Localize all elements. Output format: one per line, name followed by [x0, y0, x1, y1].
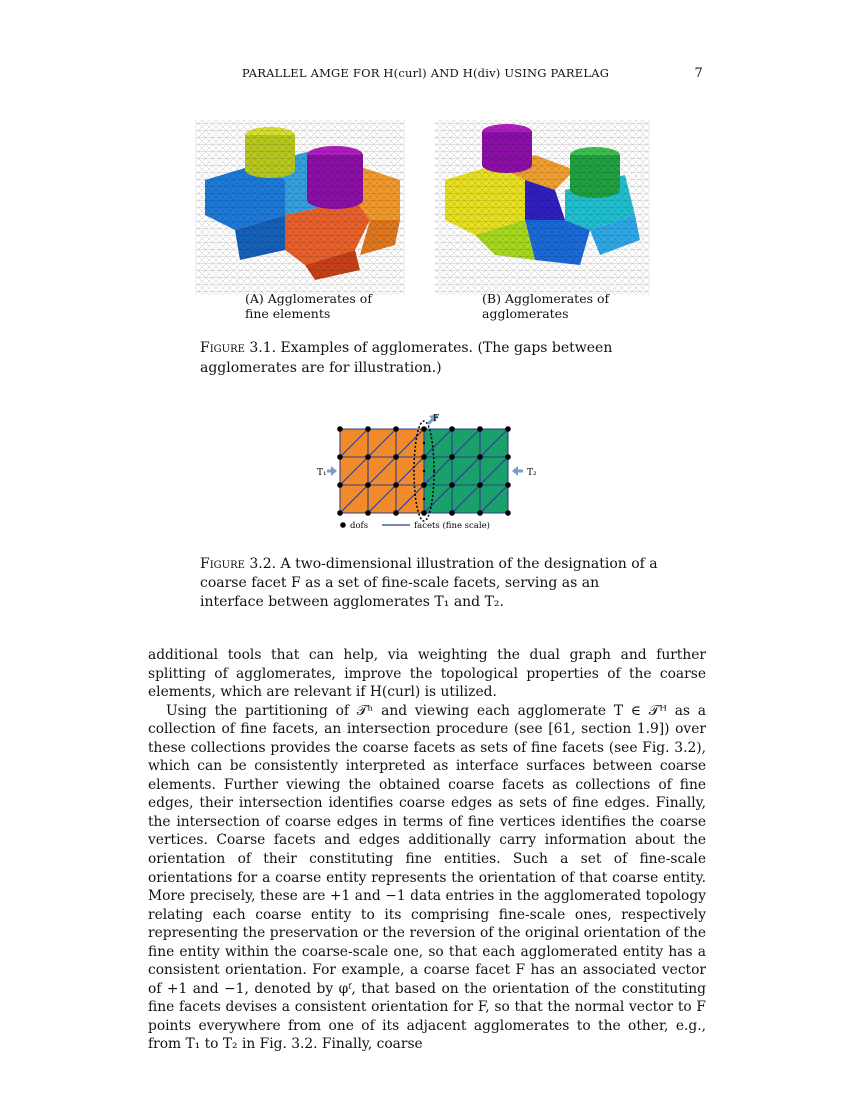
figure-3-1-caption	[200, 338, 660, 378]
figure-3-1b-subcaption	[482, 291, 622, 321]
figure-3-1b-image	[435, 120, 650, 295]
figure-3-1-caption-label: Figure 3.1.	[200, 340, 277, 356]
subcaption-a-text: Agglomerates of fine elements	[245, 291, 372, 321]
label-T2: T₂	[527, 468, 537, 478]
figure-3-2-caption-text: A two-dimensional illustration of the designation of a coarse facet F as a set of fine-scale facets, serving as an interface between agglomerates T₁ and T₂.	[200, 556, 658, 610]
figure-3-2-caption	[200, 555, 660, 612]
subcaption-a-label: (A)	[245, 291, 264, 306]
running-head	[148, 66, 703, 80]
legend-facets: facets (fine scale)	[414, 521, 490, 531]
figure-3-1a-image	[195, 120, 405, 295]
label-F: F	[433, 414, 440, 424]
paragraph-2: Using the partitioning of 𝒯ʰ and viewing each agglomerate T ∈ 𝒯ᴴ as a collection of fine facets, an intersection procedure (see [61, section 1.9]) over these collections provides the coarse facets as sets of fine facets (see Fig. 3.2), which can be consistently interpreted as interface surfaces between coarse elements. Further viewing the obtained coarse facets as collections of fine edges, their intersection identifies coarse edges as sets of fine edges. Finally, the intersection of coarse edges in terms of fine vertices identifies the coarse vertices. Coarse facets and edges additionally carry information about the orientation of their constituting fine entities. Such a set of fine-scale orientations for a coarse entity represents the orientation of that coarse entity. More precisely, these are +1 and −1 data entries in the agglomerated topology relating each coarse entity to its comprising fine-scale ones, respectively representing the preservation or the reversion of the original orientation of the fine entity within the coarse-scale one, so that each agglomerated entity has a consistent orientation. For example, a coarse facet F has an associated vector of +1 and −1, denoted by φᶠ, that based on the orientation of the constituting fine facets devises a consistent orientation for F, so that the normal vector to F points everywhere from one of its adjacent agglomerates to the other, e.g., from T₁ to T₂ in Fig. 3.2. Finally, coarse	[148, 702, 706, 1053]
paragraph-1: additional tools that can help, via weighting the dual graph and further splitting of agglomerates, improve the topological properties of the coarse elements, which are relevant if H(curl) is utilized.	[148, 647, 706, 701]
subcaption-b-label: (B)	[482, 291, 501, 306]
running-title: PARALLEL AMGE FOR H(curl) AND H(div) USING PARELAG	[241, 66, 610, 80]
subcaption-b-text: Agglomerates of agglomerates	[482, 291, 610, 321]
label-T1: T₁	[317, 468, 327, 478]
figure-3-1-caption-text: Examples of agglomerates. (The gaps between agglomerates are for illustration.)	[200, 340, 613, 376]
figure-3-1a-subcaption	[245, 291, 395, 321]
legend-dofs: dofs	[350, 521, 369, 531]
page-number: 7	[694, 66, 703, 81]
legend-dofs-marker	[340, 522, 346, 528]
body-text	[148, 646, 706, 1054]
figure-3-2-diagram	[300, 406, 540, 536]
figure-3-2-caption-label: Figure 3.2.	[200, 556, 277, 572]
figure-3-1-images	[195, 120, 655, 295]
